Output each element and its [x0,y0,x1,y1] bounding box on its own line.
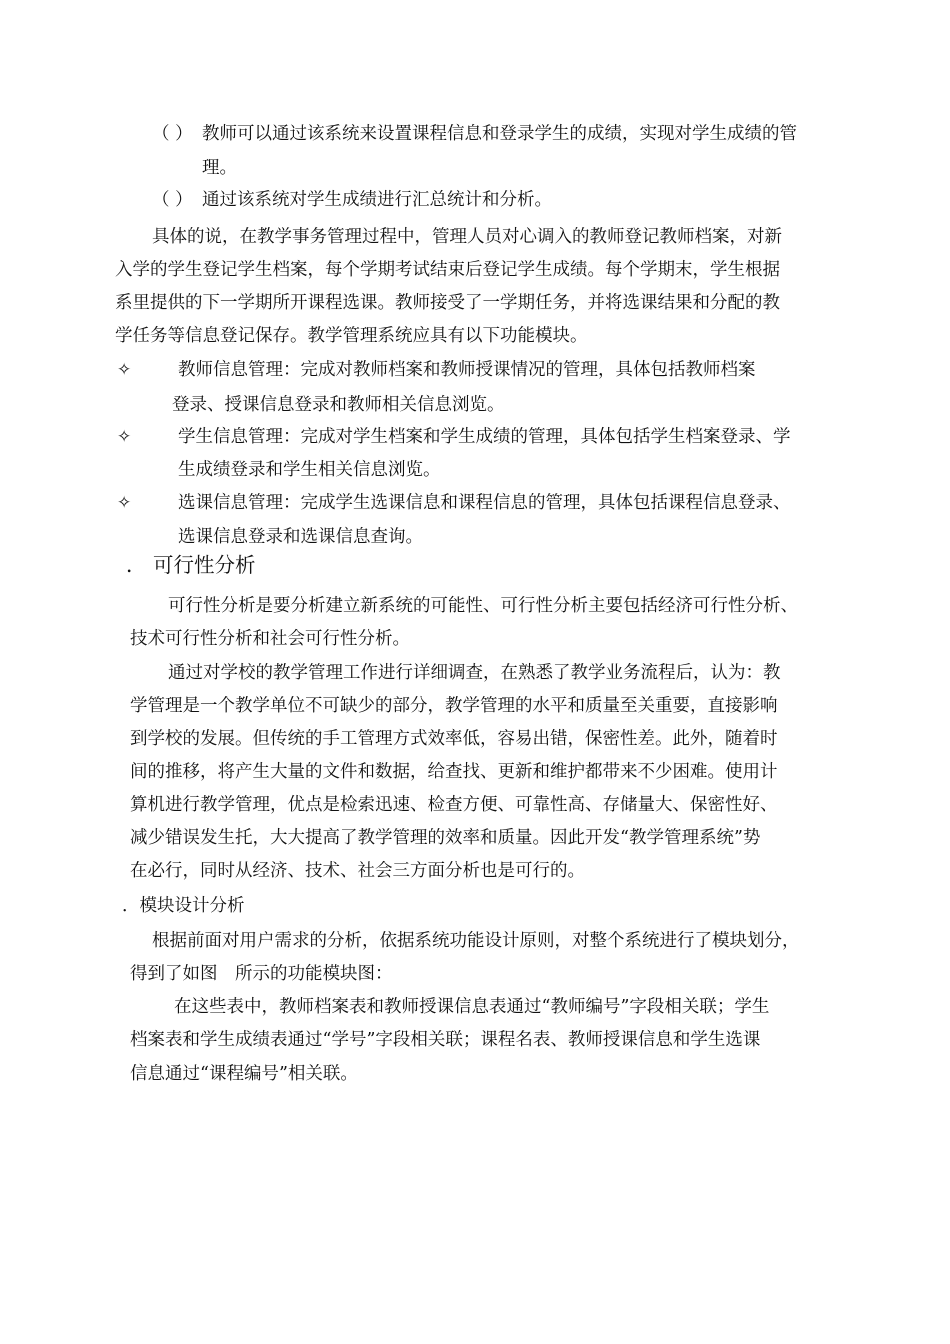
item-text-line: 通过该系统对学生成绩进行汇总统计和分析。 [202,190,552,210]
bullet-text-line: 生成绩登录和学生相关信息浏览。 [178,460,441,480]
paragraph-line: 学任务等信息登记保存。教学管理系统应具有以下功能模块。 [115,326,588,346]
paragraph-line: 到学校的发展。但传统的手工管理方式效率低，容易出错，保密性差。此外，随着时 [130,729,778,749]
paragraph-line: 入学的学生登记学生档案，每个学期考试结束后登记学生成绩。每个学期末，学生根据 [115,260,780,280]
paragraph-line: 根据前面对用户需求的分析，依据系统功能设计原则，对整个系统进行了模块划分， [152,931,800,951]
paragraph-line: 具体的说，在教学事务管理过程中，管理人员对心调入的教师登记教师档案，对新 [152,227,782,247]
diamond-bullet-icon: ✧ [117,360,132,380]
bullet-text-line: 学生信息管理：完成对学生档案和学生成绩的管理，具体包括学生档案登录、学 [178,427,791,447]
section-heading: ．模块设计分析 [122,896,245,916]
paragraph-line: 算机进行教学管理，优点是检索迅速、检查方便、可靠性高、存储量大、保密性好、 [130,795,778,815]
paragraph-line: 可行性分析是要分析建立新系统的可能性、可行性分析主要包括经济可行性分析、 [168,596,798,616]
paragraph-line: 通过对学校的教学管理工作进行详细调查，在熟悉了教学业务流程后，认为：教 [168,663,781,683]
bullet-text-line: 教师信息管理：完成对教师档案和教师授课情况的管理，具体包括教师档案 [178,360,756,380]
item-text-line: 理。 [202,158,237,178]
diamond-bullet-icon: ✧ [117,493,132,513]
paragraph-line: 系里提供的下一学期所开课程选课。教师接受了一学期任务，并将选课结果和分配的教 [115,293,780,313]
item-text-line: 教师可以通过该系统来设置课程信息和登录学生的成绩，实现对学生成绩的管 [202,124,797,144]
paragraph-line: 减少错误发生托，大大提高了教学管理的效率和质量。因此开发“教学管理系统”势 [130,828,761,848]
diamond-bullet-icon: ✧ [117,427,132,447]
item-marker: （ ） [152,124,193,144]
paragraph-line: 学管理是一个教学单位不可缺少的部分，教学管理的水平和质量至关重要，直接影响 [130,696,778,716]
paragraph-line: 得到了如图 所示的功能模块图： [130,964,393,984]
paragraph-line: 信息通过“课程编号”相关联。 [130,1064,358,1084]
paragraph-line: 在这些表中，教师档案表和教师授课信息表通过“教师编号”字段相关联；学生 [174,997,770,1017]
section-heading: ． 可行性分析 [126,553,256,577]
item-marker: （ ） [152,190,193,210]
paragraph-line: 档案表和学生成绩表通过“学号”字段相关联；课程名表、教师授课信息和学生选课 [130,1030,761,1050]
paragraph-line: 间的推移，将产生大量的文件和数据，给查找、更新和维护都带来不少困难。使用计 [130,762,778,782]
bullet-text-line: 选课信息登录和选课信息查询。 [178,527,423,547]
bullet-text-line: 登录、授课信息登录和教师相关信息浏览。 [172,395,505,415]
paragraph-line: 在必行，同时从经济、技术、社会三方面分析也是可行的。 [130,861,585,881]
paragraph-line: 技术可行性分析和社会可行性分析。 [130,629,410,649]
bullet-text-line: 选课信息管理：完成学生选课信息和课程信息的管理，具体包括课程信息登录、 [178,493,791,513]
